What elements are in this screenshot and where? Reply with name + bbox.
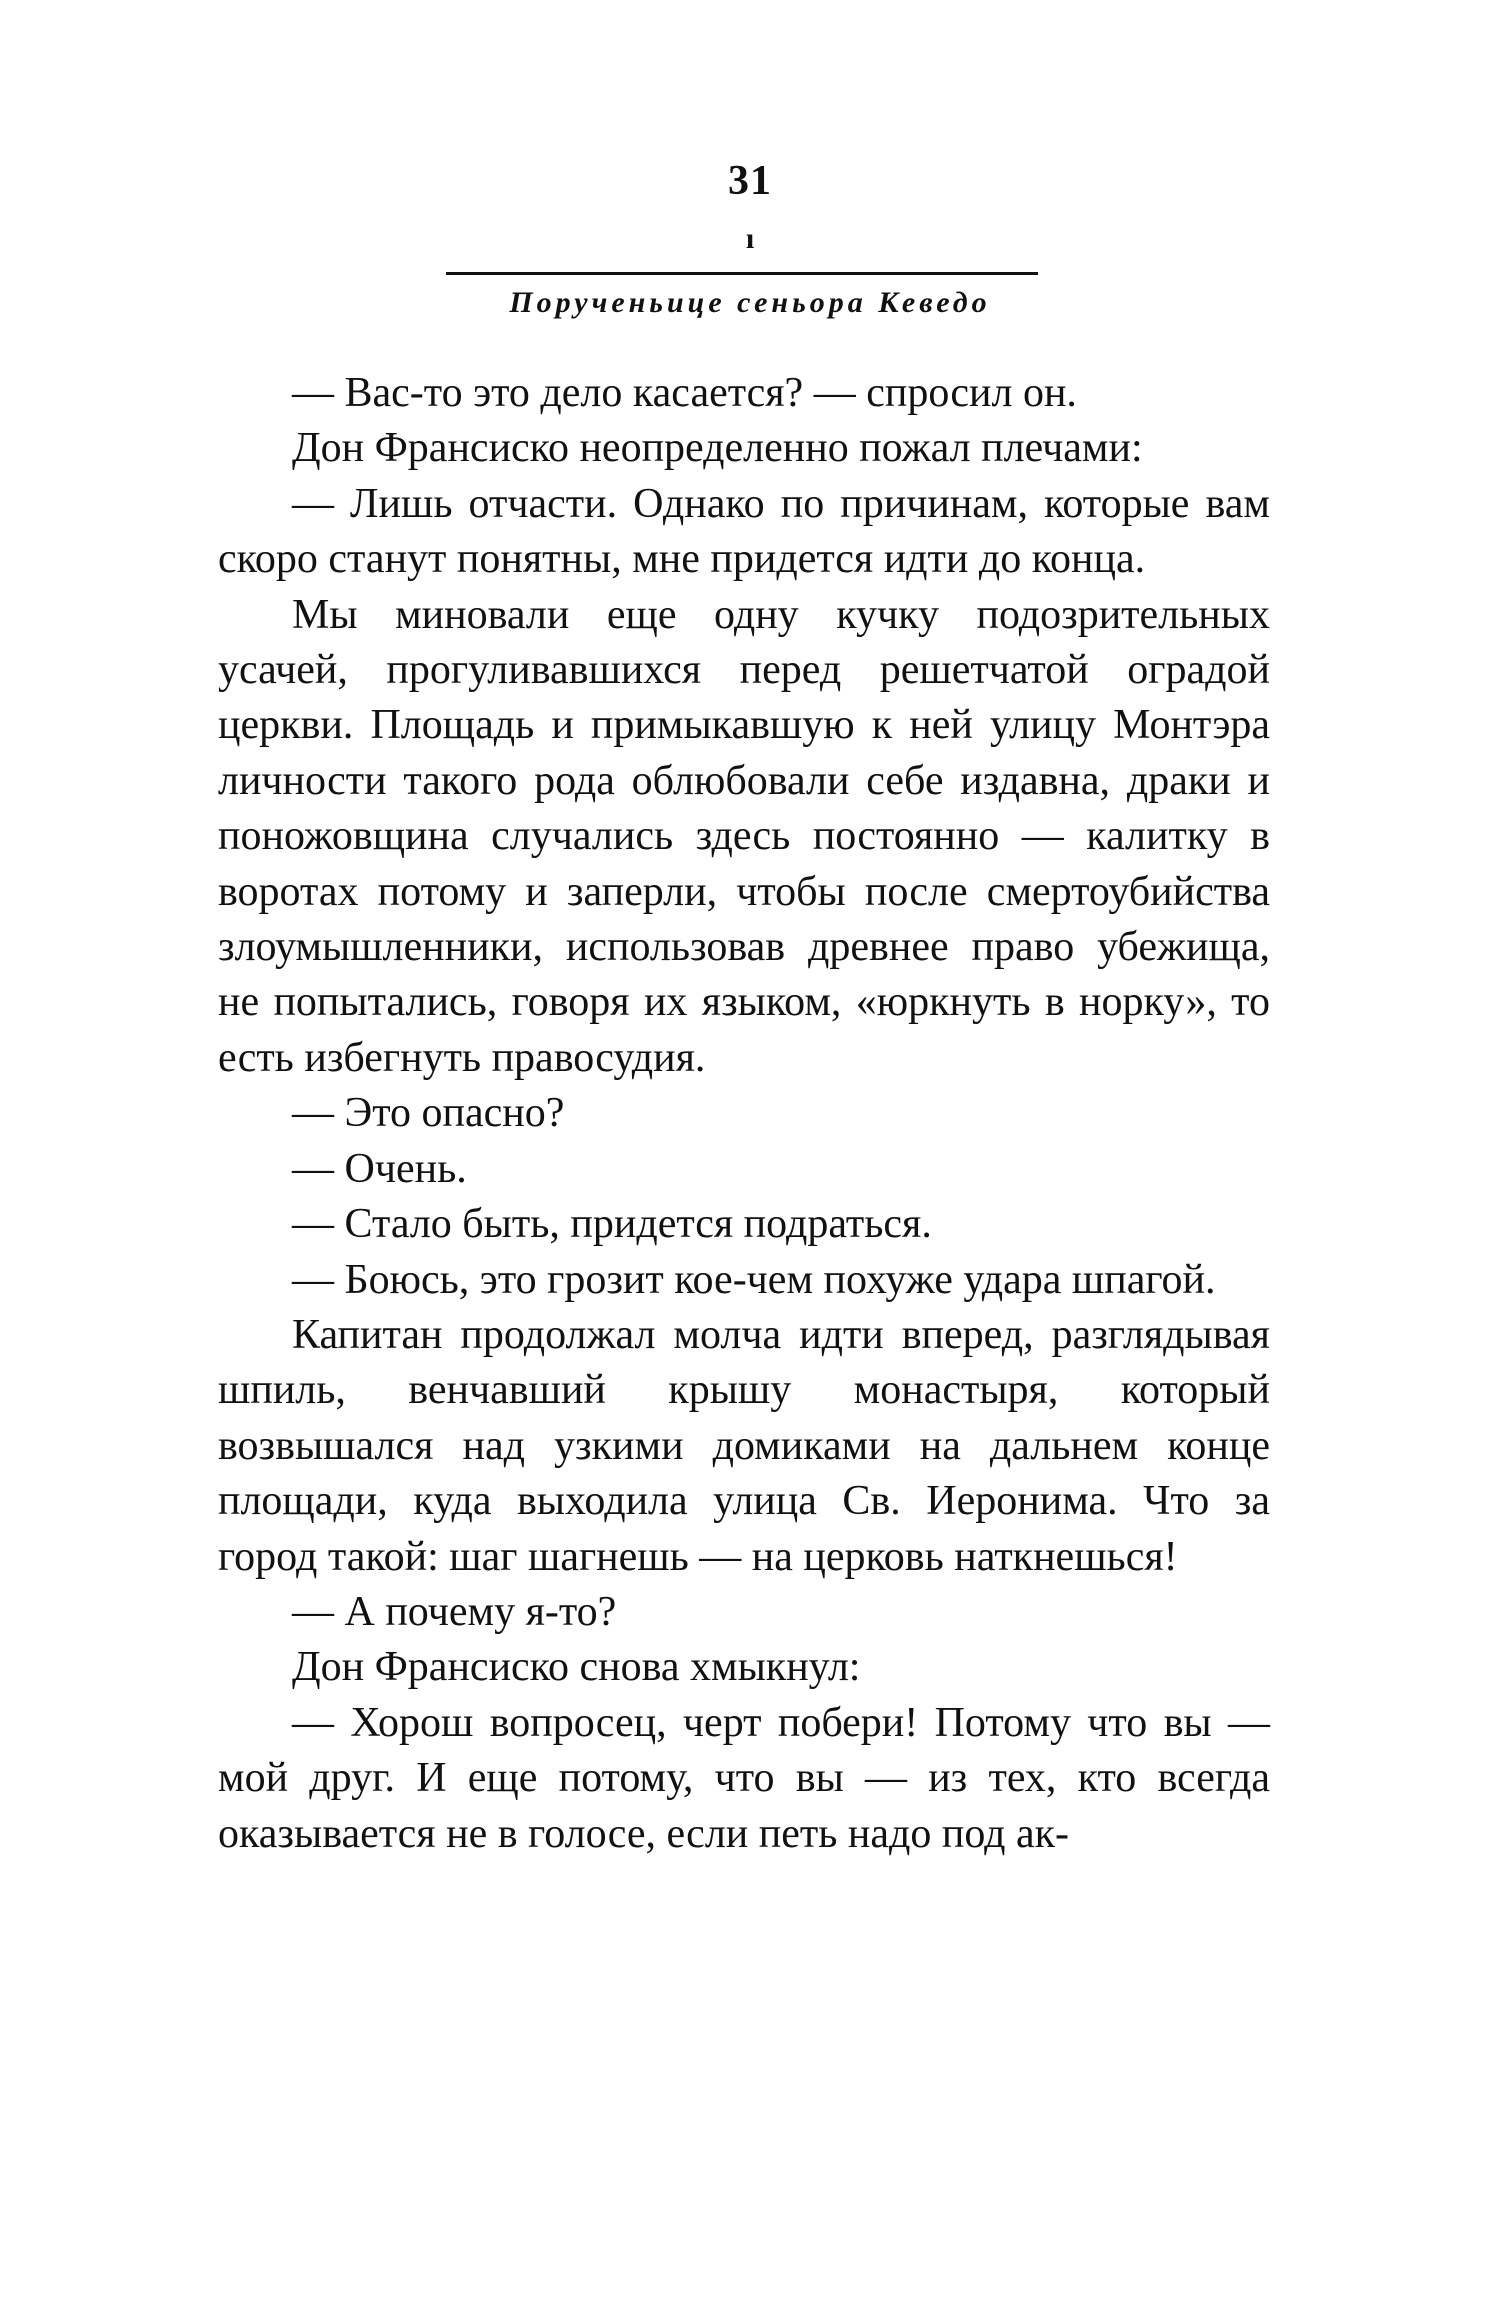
page-number: 31	[728, 158, 772, 204]
page-header	[0, 160, 1500, 254]
paragraph: — Это опасно?	[292, 1090, 565, 1137]
paragraph: — А почему я-то?	[292, 1588, 617, 1635]
paragraph: — Лишь отчасти. Однако по причинам, которые вам скоро станут понятны, мне придется идти до конца.	[218, 480, 1270, 583]
paragraph: — Стало быть, придется подраться.	[292, 1201, 932, 1248]
paragraph: Дон Франсиско неопределенно пожал плечами:	[292, 425, 1143, 472]
paragraph: — Вас-то это дело касается? — спросил он.	[292, 370, 1077, 416]
paragraph: — Хорош вопросец, черт побери! Потому что вы — мой друг. И еще потому, что вы — из тех, кто всегда оказывается не в голосе, если петь надо под ак-	[218, 1699, 1270, 1857]
paragraph: — Боюсь, это грозит кое-чем похуже удара шпагой.	[292, 1256, 1216, 1303]
paragraph: Дон Франсиско снова хмыкнул:	[292, 1644, 861, 1691]
body-text	[218, 366, 1270, 1862]
header-rule	[446, 272, 1038, 275]
header-ornament: ı	[745, 222, 755, 255]
paragraph: — Очень.	[292, 1145, 467, 1192]
paragraph: Капитан продолжал молча идти вперед, разглядывая шпиль, венчавший крышу монастыря, который возвышался над узкими домиками на дальнем конце площади, куда выходила улица Св. Иеронима. Что за город такой: шаг шагнешь — на церковь наткнешься!	[218, 1311, 1270, 1580]
running-title: Порученьице сеньора Кеведо	[509, 286, 991, 319]
paragraph: Мы миновали еще одну кучку подозрительных усачей, прогуливавшихся перед решетчатой оградой церкви. Площадь и примыкавшую к ней улицу Монтэра личности такого рода облюбовали себе издавна, драки и поножовщина случались здесь постоянно — калитку в воротах потому и заперли, чтобы после смертоубийства злоумышленники, использовав древнее право убежища, не попытались, говоря их языком, «юркнуть в норку», то есть избегнуть правосудия.	[218, 591, 1270, 1081]
